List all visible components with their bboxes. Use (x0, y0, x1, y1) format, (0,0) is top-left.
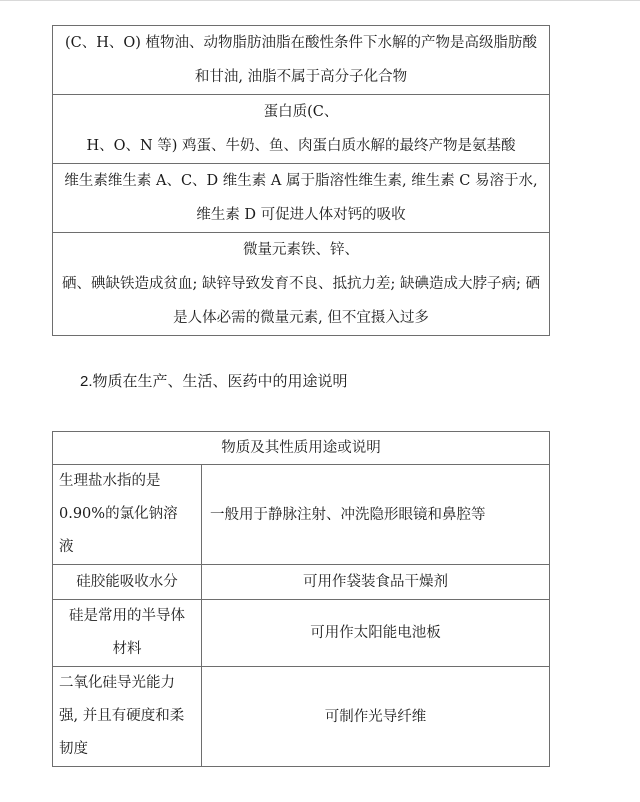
substance-cell (53, 667, 202, 767)
cell-line: 微量元素铁、锌、 (243, 242, 359, 258)
cell-line: 维生素维生素 A、C、D 维生素 A 属于脂溶性维生素, 维生素 C 易溶于水, (64, 173, 538, 189)
cell-line: (C、H、O) 植物油、动物脂肪油脂在酸性条件下水解的产物是高级脂肪酸 (64, 35, 538, 51)
table-header: 物质及其性质用途或说明 (53, 432, 550, 465)
cell-line: 强, 并且有硬度和柔 (59, 708, 185, 724)
table-cell (53, 233, 550, 336)
nutrients-table (52, 25, 550, 336)
cell-line: 和甘油, 油脂不属于高分子化合物 (194, 69, 408, 85)
table-cell (53, 164, 550, 233)
table-row (53, 95, 550, 164)
substance-cell (53, 565, 202, 600)
cell-line: 蛋白质(C、 (263, 104, 339, 120)
cell-line: 是人体必需的微量元素, 但不宜摄入过多 (173, 310, 429, 326)
table-header-row (53, 432, 550, 465)
page-top-border (0, 0, 640, 1)
section-heading: 2.物质在生产、生活、医药中的用途说明 (80, 373, 348, 390)
cell-line: 韧度 (59, 741, 88, 757)
table-row (53, 26, 550, 95)
table-row (53, 565, 550, 600)
cell-line: 二氧化硅导光能力 (59, 675, 175, 691)
substance-cell (53, 600, 202, 667)
cell-line: 硒、碘缺铁造成贫血; 缺锌导致发育不良、抵抗力差; 缺碘造成大脖子病; 硒 (62, 276, 540, 292)
table-row (53, 667, 550, 767)
cell-line: 液 (59, 539, 74, 555)
table-row (53, 465, 550, 565)
cell-line: H、O、N 等) 鸡蛋、牛奶、鱼、肉蛋白质水解的最终产物是氨基酸 (86, 138, 516, 154)
table-row (53, 233, 550, 336)
use-cell: 一般用于静脉注射、冲洗隐形眼镜和鼻腔等 (202, 465, 550, 565)
substance-cell (53, 465, 202, 565)
cell-line: 维生素 D 可促进人体对钙的吸收 (196, 207, 406, 223)
use-cell: 可用作袋装食品干燥剂 (202, 565, 550, 600)
cell-line: 硅胶能吸收水分 (76, 573, 178, 590)
use-cell: 可制作光导纤维 (202, 667, 550, 767)
cell-line: 硅是常用的半导体 (69, 608, 185, 624)
cell-line: 材料 (112, 641, 142, 657)
table-cell (53, 26, 550, 95)
table-cell (53, 95, 550, 164)
uses-table (52, 431, 550, 767)
table-row (53, 600, 550, 667)
cell-line: 0.90%的氯化钠溶 (59, 506, 178, 522)
use-cell: 可用作太阳能电池板 (202, 600, 550, 667)
cell-line: 生理盐水指的是 (59, 473, 161, 489)
table-row (53, 164, 550, 233)
